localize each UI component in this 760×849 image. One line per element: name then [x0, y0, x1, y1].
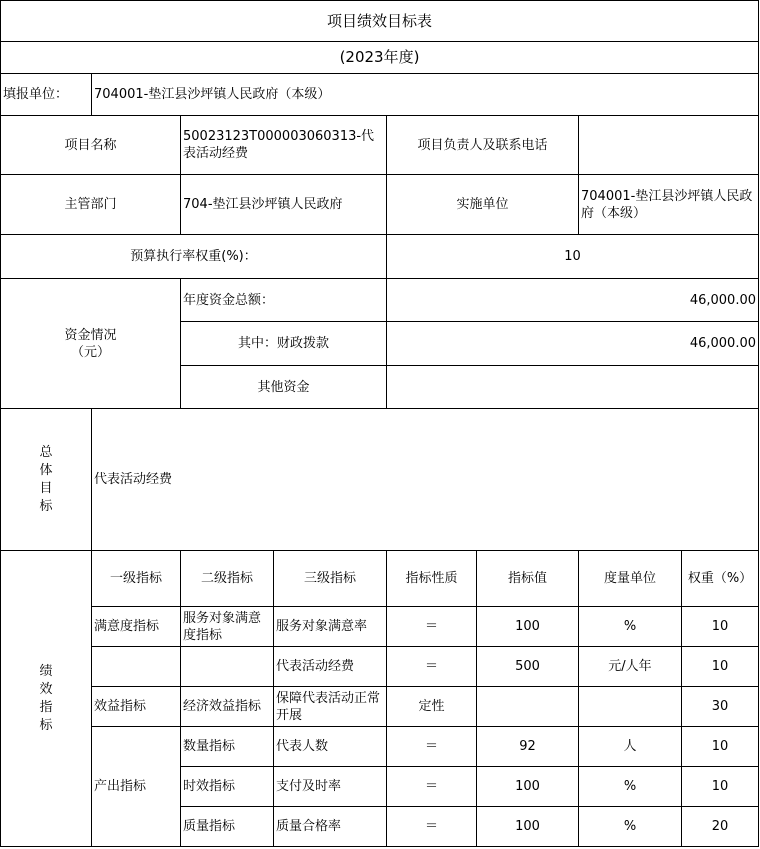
project-owner-value — [579, 116, 759, 175]
project-name-label: 项目名称 — [1, 116, 181, 175]
row-value: 100 — [477, 607, 579, 647]
header-nature: 指标性质 — [387, 551, 477, 607]
overall-goal-label-text: 总体目标 — [39, 444, 53, 514]
row-level1: 满意度指标 — [92, 607, 181, 647]
indicators-label-text: 绩效指标 — [39, 663, 53, 733]
funds-fiscal-label: 其中：财政拨款 — [181, 322, 387, 366]
header-level1: 一级指标 — [92, 551, 181, 607]
row-level2: 时效指标 — [181, 767, 274, 807]
table-row — [1, 687, 759, 727]
row-weight: 10 — [682, 727, 759, 767]
indicators-label — [1, 551, 92, 847]
row-value: 100 — [477, 807, 579, 847]
row-level2: 经济效益指标 — [181, 687, 274, 727]
supervising-dept-value: 704-垫江县沙坪镇人民政府 — [181, 175, 387, 235]
funds-other-value — [387, 366, 759, 409]
row-level2: 服务对象满意度指标 — [181, 607, 274, 647]
row-level1: 产出指标 — [92, 727, 181, 847]
row-nature: ＝ — [387, 727, 477, 767]
row-value: 100 — [477, 767, 579, 807]
funds-total-value: 46,000.00 — [387, 279, 759, 322]
row-weight: 10 — [682, 647, 759, 687]
reporting-unit-value: 704001-垫江县沙坪镇人民政府（本级） — [92, 74, 759, 116]
supervising-dept-label: 主管部门 — [1, 175, 181, 235]
project-name-value: 50023123T000003060313-代表活动经费 — [181, 116, 387, 175]
row-level3: 支付及时率 — [274, 767, 387, 807]
implementing-unit-label: 实施单位 — [387, 175, 579, 235]
funds-label — [1, 279, 181, 409]
project-owner-label: 项目负责人及联系电话 — [387, 116, 579, 175]
row-level2: 质量指标 — [181, 807, 274, 847]
row-weight: 10 — [682, 767, 759, 807]
overall-goal-text: 代表活动经费 — [92, 409, 759, 551]
row-unit: % — [579, 807, 682, 847]
row-level3: 代表人数 — [274, 727, 387, 767]
header-unit: 度量单位 — [579, 551, 682, 607]
row-level3: 保障代表活动正常开展 — [274, 687, 387, 727]
table-row — [1, 607, 759, 647]
table-year: (2023年度) — [1, 42, 759, 74]
row-value — [477, 687, 579, 727]
row-weight: 20 — [682, 807, 759, 847]
table-row — [1, 647, 759, 687]
row-level3: 质量合格率 — [274, 807, 387, 847]
row-unit — [579, 687, 682, 727]
reporting-unit-label: 填报单位： — [1, 74, 92, 116]
row-level3: 代表活动经费 — [274, 647, 387, 687]
header-level3: 三级指标 — [274, 551, 387, 607]
row-value: 92 — [477, 727, 579, 767]
row-level1: 效益指标 — [92, 687, 181, 727]
budget-weight-label: 预算执行率权重(%)： — [1, 235, 387, 279]
row-level2: 数量指标 — [181, 727, 274, 767]
row-level3: 服务对象满意率 — [274, 607, 387, 647]
implementing-unit-value: 704001-垫江县沙坪镇人民政府（本级） — [579, 175, 759, 235]
budget-weight-value: 10 — [387, 235, 759, 279]
row-value: 500 — [477, 647, 579, 687]
row-unit: 元/人年 — [579, 647, 682, 687]
header-level2: 二级指标 — [181, 551, 274, 607]
funds-other-label: 其他资金 — [181, 366, 387, 409]
funds-total-label: 年度资金总额： — [181, 279, 387, 322]
row-nature: ＝ — [387, 607, 477, 647]
row-unit: % — [579, 607, 682, 647]
overall-goal-label — [1, 409, 92, 551]
row-unit: 人 — [579, 727, 682, 767]
row-nature: 定性 — [387, 687, 477, 727]
row-weight: 10 — [682, 607, 759, 647]
row-level1 — [92, 647, 181, 687]
table-row — [1, 727, 759, 767]
row-nature: ＝ — [387, 647, 477, 687]
row-nature: ＝ — [387, 767, 477, 807]
funds-fiscal-value: 46,000.00 — [387, 322, 759, 366]
row-nature: ＝ — [387, 807, 477, 847]
funds-label-text: 资金情况（元） — [64, 327, 117, 360]
row-unit: % — [579, 767, 682, 807]
header-weight: 权重（%） — [682, 551, 759, 607]
table-title: 项目绩效目标表 — [1, 1, 759, 42]
row-weight: 30 — [682, 687, 759, 727]
header-value: 指标值 — [477, 551, 579, 607]
row-level2 — [181, 647, 274, 687]
